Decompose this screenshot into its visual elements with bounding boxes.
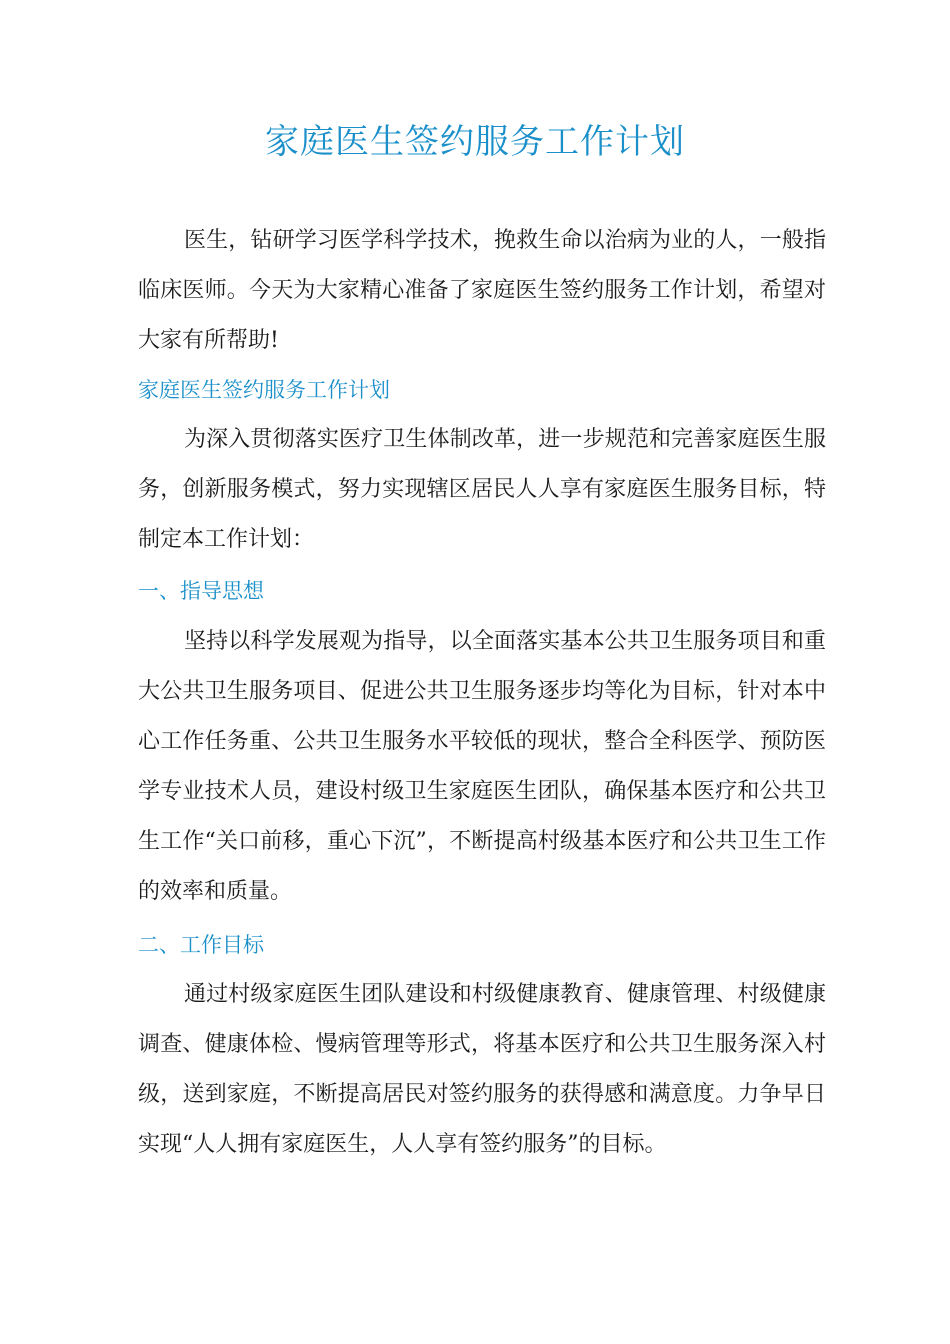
guiding-ideology-paragraph: 坚持以科学发展观为指导，以全面落实基本公共卫生服务项目和重大公共卫生服务项目、促进公共卫生服务逐步均等化为目标，针对本中心工作任务重、公共卫生服务水平较低的现状，整合全科医学、预防医学专业技术人员，建设村级卫生家庭医生团队，确保基本医疗和公共卫生工作“关口前移，重心下沉”，不断提高村级基本医疗和公共卫生工作的效率和质量。 <box>138 629 826 904</box>
section-subtitle: 家庭医生签约服务工作计划 <box>138 378 390 402</box>
page-title: 家庭医生签约服务工作计划 <box>265 122 685 162</box>
section-heading-guiding-ideology: 一、指导思想 <box>138 579 264 603</box>
work-goals-paragraph: 通过村级家庭医生团队建设和村级健康教育、健康管理、村级健康调查、健康体检、慢病管理等形式，将基本医疗和公共卫生服务深入村级，送到家庭，不断提高居民对签约服务的获得感和满意度。力争早日实现“人人拥有家庭医生，人人享有签约服务”的目标。 <box>138 982 826 1157</box>
intro-paragraph: 医生，钻研学习医学科学技术，挽救生命以治病为业的人，一般指临床医师。今天为大家精心准备了家庭医生签约服务工作计划，希望对大家有所帮助! <box>138 228 826 353</box>
purpose-paragraph: 为深入贯彻落实医疗卫生体制改革，进一步规范和完善家庭医生服务，创新服务模式，努力实现辖区居民人人享有家庭医生服务目标，特制定本工作计划： <box>138 427 826 552</box>
section-heading-work-goals: 二、工作目标 <box>138 933 264 957</box>
